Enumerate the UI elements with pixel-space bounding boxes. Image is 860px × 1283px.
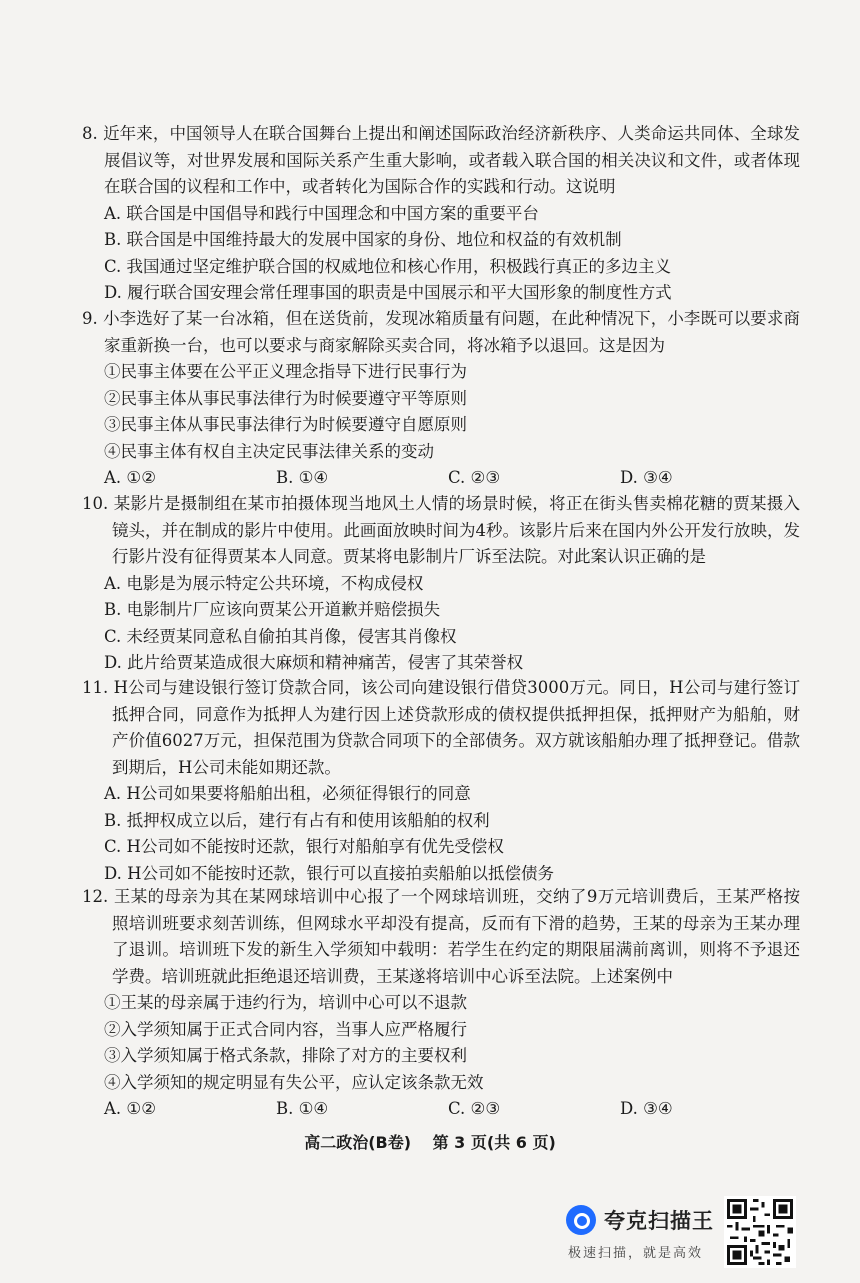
question-9-statement-1: ①民事主体要在公平正义理念指导下进行民事行为 xyxy=(104,362,467,381)
question-12-stem: 12. 王某的母亲为其在某网球培训中心报了一个网球培训班，交纳了9万元培训费后，王某严格按照培训班要求刻苦训练，但网球水平却没有提高，反而有下滑的趋势，王某的母亲为王某办理了退训。培训班下发的新生入学须知中载明：若学生在约定的期限届满前离训，则将不予退还学费。培训班就此拒绝退还培训费，王某遂将培训中心诉至法院。上述案例中 xyxy=(82,887,800,986)
question-9-choice-a: A. ①② xyxy=(104,468,156,487)
question-8-stem: 8. 近年来，中国领导人在联合国舞台上提出和阐述国际政治经济新秩序、人类命运共同体、全球发展倡议等，对世界发展和国际关系产生重大影响，或者载入联合国的相关决议和文件，或者体现在联合国的议程和工作中，或者转化为国际合作的实践和行动。这说明 xyxy=(82,124,800,196)
quark-logo-icon xyxy=(566,1205,596,1235)
footer-subject: 高二政治(B卷) xyxy=(304,1133,412,1152)
question-11-option-b: B. 抵押权成立以后，建行有占有和使用该船舶的权利 xyxy=(104,810,490,830)
question-10-option-d: D. 此片给贾某造成很大麻烦和精神痛苦，侵害了其荣誉权 xyxy=(104,653,524,672)
question-11-option-d: D. H公司如不能按时还款，银行可以直接拍卖船舶以抵偿债务 xyxy=(104,863,555,883)
question-11-option-a: A. H公司如果要将船舶出租，必须征得银行的同意 xyxy=(104,784,471,803)
watermark-tagline: 极速扫描，就是高效 xyxy=(568,1246,704,1261)
question-9-statement-4: ④民事主体有权自主决定民事法律关系的变动 xyxy=(104,441,434,461)
question-9 xyxy=(82,306,800,492)
question-8-option-b: B. 联合国是中国维持最大的发展中国家的身份、地位和权益的有效机制 xyxy=(104,230,622,249)
question-10 xyxy=(82,491,800,677)
question-9-choice-b: B. ①④ xyxy=(276,468,329,487)
watermark-app-name: 夸克扫描王 xyxy=(604,1209,714,1233)
question-9-choice-d: D. ③④ xyxy=(620,468,673,487)
question-8 xyxy=(82,121,800,307)
question-9-statement-3: ③民事主体从事民事法律行为时候要遵守自愿原则 xyxy=(104,415,467,434)
qr-code-icon xyxy=(724,1196,796,1268)
question-10-option-b: B. 电影制片厂应该向贾某公开道歉并赔偿损失 xyxy=(104,600,441,619)
question-10-stem: 10. 某影片是摄制组在某市拍摄体现当地风土人情的场景时候，将正在街头售卖棉花糖的贾某摄入镜头，并在制成的影片中使用。此画面放映时间为4秒。该影片后来在国内外公开发行放映，发行影片没有征得贾某本人同意。贾某将电影制片厂诉至法院。对此案认识正确的是 xyxy=(82,494,800,566)
question-8-option-a: A. 联合国是中国倡导和践行中国理念和中国方案的重要平台 xyxy=(104,203,539,223)
question-8-option-d: D. 履行联合国安理会常任理事国的职责是中国展示和平大国形象的制度性方式 xyxy=(104,283,672,302)
question-11-stem: 11. H公司与建设银行签订贷款合同，该公司向建设银行借贷3000万元。同日，H公司与建行签订抵押合同，同意作为抵押人为建行因上述贷款形成的债权提供抵押担保，抵押财产为船舶，财产价值6027万元，担保范围为贷款合同项下的全部债务。双方就该船舶办理了抵押登记。借款到期后，H公司未能如期还款。 xyxy=(82,678,800,777)
question-12-choice-d: D. ③④ xyxy=(620,1099,673,1118)
question-9-statement-2: ②民事主体从事民事法律行为时候要遵守平等原则 xyxy=(104,388,467,408)
question-9-choices xyxy=(82,465,800,492)
question-10-option-a: A. 电影是为展示特定公共环境，不构成侵权 xyxy=(104,573,424,593)
question-12-choice-c: C. ②③ xyxy=(448,1099,501,1118)
question-11-option-c: C. H公司如不能按时还款，银行对船舶享有优先受偿权 xyxy=(104,837,504,856)
question-9-choice-c: C. ②③ xyxy=(448,468,501,487)
question-10-option-c: C. 未经贾某同意私自偷拍其肖像，侵害其肖像权 xyxy=(104,626,457,646)
question-12-statement-4: ④入学须知的规定明显有失公平，应认定该条款无效 xyxy=(104,1072,484,1092)
question-12-statement-2: ②入学须知属于正式合同内容，当事人应严格履行 xyxy=(104,1019,467,1039)
question-12-statement-3: ③入学须知属于格式条款，排除了对方的主要权利 xyxy=(104,1046,467,1065)
question-9-stem: 9. 小李选好了某一台冰箱，但在送货前，发现冰箱质量有问题，在此种情况下，小李既可以要求商家重新换一台，也可以要求与商家解除买卖合同，将冰箱予以退回。这是因为 xyxy=(82,309,800,355)
question-12-choice-a: A. ①② xyxy=(104,1099,156,1118)
scanner-watermark xyxy=(566,1197,716,1267)
page-footer xyxy=(0,1130,860,1153)
question-11 xyxy=(82,675,800,887)
question-8-option-c: C. 我国通过坚定维护联合国的权威地位和核心作用，积极践行真正的多边主义 xyxy=(104,256,672,276)
question-12-choice-b: B. ①④ xyxy=(276,1099,329,1118)
question-12-statement-1: ①王某的母亲属于违约行为，培训中心可以不退款 xyxy=(104,993,467,1012)
footer-page-number: 第 3 页(共 6 页) xyxy=(432,1133,556,1152)
question-12-choices xyxy=(82,1096,800,1123)
question-12 xyxy=(82,884,800,1123)
